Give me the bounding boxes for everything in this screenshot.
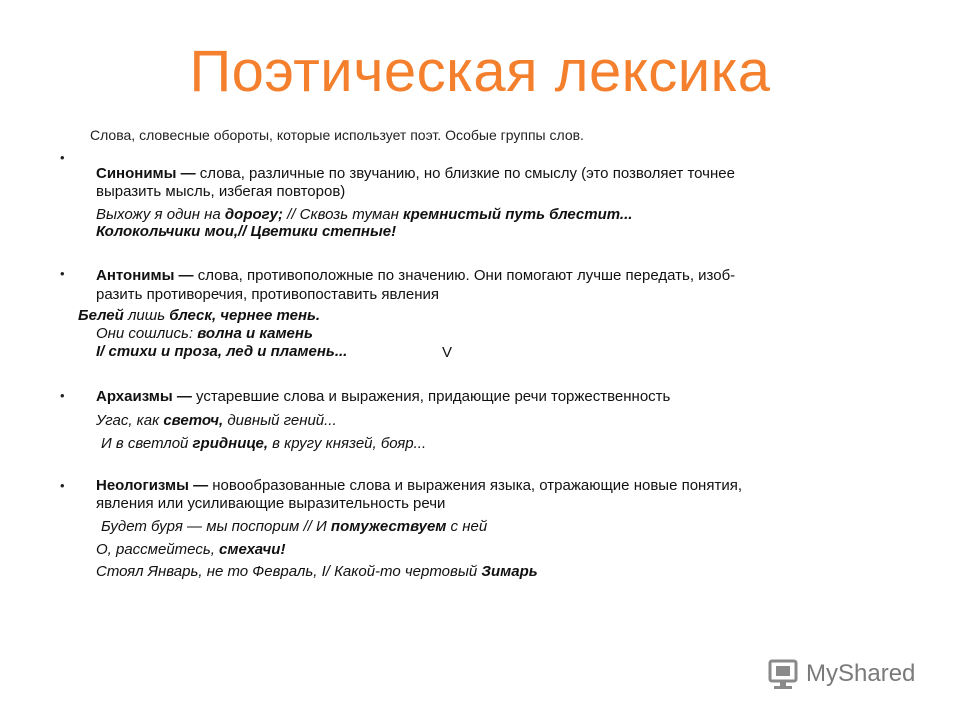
neologisms-definition-line2: явления или усиливающие выразительность речи (96, 495, 446, 512)
neologisms-example-3: Стоял Январь, не то Февраль, I/ Какой-то чертовый Зимарь (96, 563, 538, 580)
neologisms-definition-line1: Неологизмы — новообразованные слова и выражения языка, отражающие новые понятия, (96, 477, 742, 494)
neologisms-term: Неологизмы — (96, 477, 209, 494)
bullet-marker: • (60, 266, 65, 281)
neologisms-example-2: О, рассмейтесь, смехачи! (96, 541, 286, 558)
antonyms-term: Антонимы — (96, 267, 194, 284)
synonyms-example-1: Выхожу я один на дорогу; // Сквозь туман кремнистый путь блестит... (96, 206, 633, 223)
antonyms-definition-line1: Антонимы — слова, противоположные по значению. Они помогают лучше передать, изоб- (96, 267, 736, 284)
antonyms-example-2: Они сошлись: волна и камень (96, 325, 313, 342)
slide-subtitle: Слова, словесные обороты, которые использует поэт. Особые группы слов. (90, 127, 584, 143)
synonyms-definition-line2: выразить мысль, избегая повторов) (96, 183, 346, 200)
antonyms-definition-line2: разить противоречия, противопоставить явления (96, 286, 440, 303)
watermark (766, 655, 936, 695)
antonyms-example-1: Белей лишь блеск, чернее тень. (78, 307, 321, 324)
slide-title: Поэтическая лексика (189, 39, 771, 104)
archaisms-example-2: И в светлой гриднице, в кругу князей, бояр... (101, 435, 427, 452)
neologisms-example-1: Будет буря — мы поспорим // И помужествуем с ней (101, 518, 488, 535)
archaisms-term: Архаизмы — (96, 388, 192, 405)
archaisms-example-1: Угас, как светоч, дивный гений... (96, 412, 337, 429)
synonyms-definition-line1: Синонимы — слова, различные по звучанию, но близкие по смыслу (это позволяет точнее (96, 165, 735, 182)
antonyms-example-mark: V (442, 344, 453, 361)
bullet-marker: • (60, 388, 65, 403)
synonyms-term: Синонимы — (96, 165, 196, 182)
bullet-marker: • (60, 478, 65, 493)
archaisms-definition: Архаизмы — устаревшие слова и выражения, придающие речи торжественность (96, 388, 671, 405)
bullet-marker: • (60, 150, 65, 165)
synonyms-example-2: Колокольчики мои,// Цветики степные! (96, 223, 397, 240)
myshared-logo-icon (766, 657, 802, 691)
watermark-text: MyShared (806, 660, 916, 687)
antonyms-example-3: I/ стихи и проза, лед и пламень... (96, 343, 348, 360)
